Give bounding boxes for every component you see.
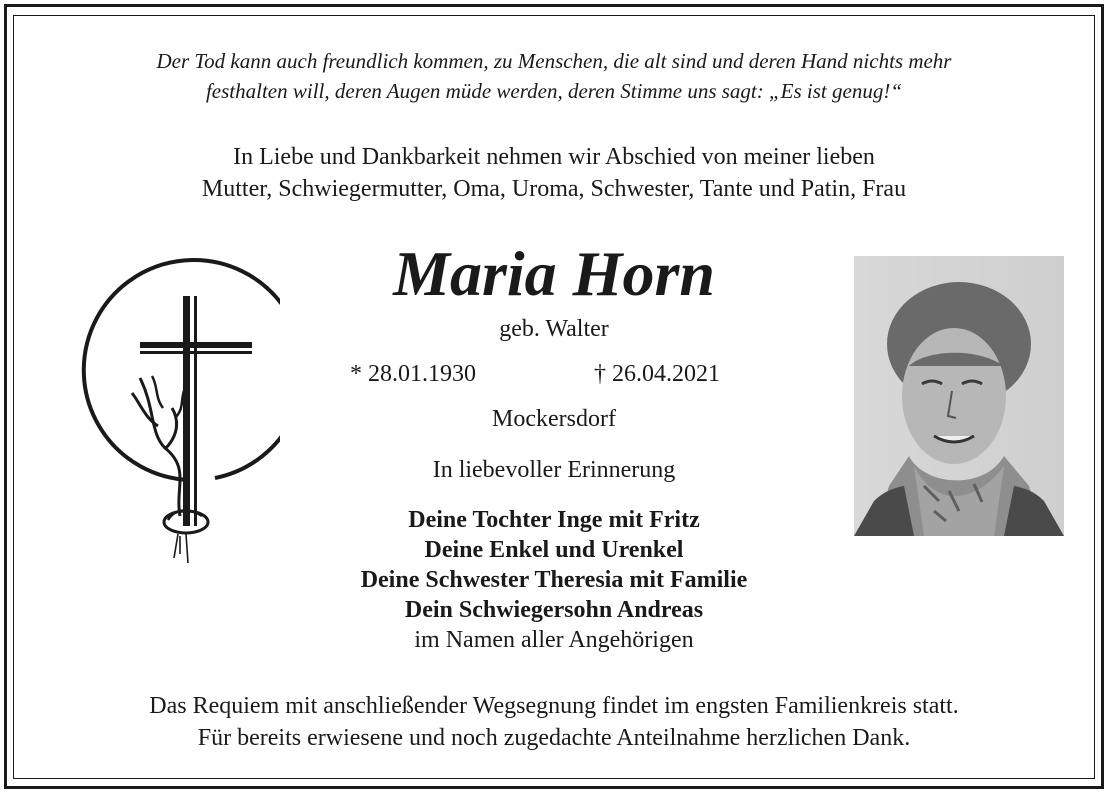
- memory-line: In liebevoller Erinnerung: [432, 457, 676, 483]
- intro-line-1: In Liebe und Dankbarkeit nehmen wir Abschied von meiner lieben: [233, 144, 875, 170]
- footer-line-2: Für bereits erwiesene und noch zugedachte Anteilnahme herzlichen Dank.: [197, 725, 911, 751]
- death-date: † 26.04.2021: [594, 361, 720, 387]
- intro-line-2: Mutter, Schwiegermutter, Oma, Uroma, Schwester, Tante und Patin, Frau: [201, 176, 907, 202]
- footer-line-1: Das Requiem mit anschließender Wegsegnung findet im engsten Familienkreis statt.: [149, 693, 959, 719]
- quote-line-1: Der Tod kann auch freundlich kommen, zu Menschen, die alt sind und deren Hand nichts mehr: [156, 49, 952, 73]
- birth-name: geb. Walter: [499, 316, 609, 342]
- mourner-4: Dein Schwiegersohn Andreas: [404, 597, 704, 623]
- mourner-1: Deine Tochter Inge mit Fritz: [408, 507, 700, 533]
- deceased-name: Maria Horn: [393, 238, 715, 309]
- quote: [0, 46, 1108, 106]
- mourner-2: Deine Enkel und Urenkel: [424, 537, 684, 563]
- portrait-photo: [854, 256, 1064, 536]
- footer-text: [0, 690, 1108, 754]
- on-behalf-line: im Namen aller Angehörigen: [414, 627, 694, 653]
- intro-text: [0, 141, 1108, 205]
- quote-line-2: festhalten will, deren Augen müde werden, deren Stimme uns sagt: „Es ist genug!“: [205, 79, 903, 103]
- place: Mockersdorf: [492, 406, 616, 432]
- cross-circle-plant-icon: [40, 258, 280, 578]
- birth-date: * 28.01.1930: [350, 361, 476, 387]
- mourner-3: Deine Schwester Theresia mit Familie: [360, 567, 748, 593]
